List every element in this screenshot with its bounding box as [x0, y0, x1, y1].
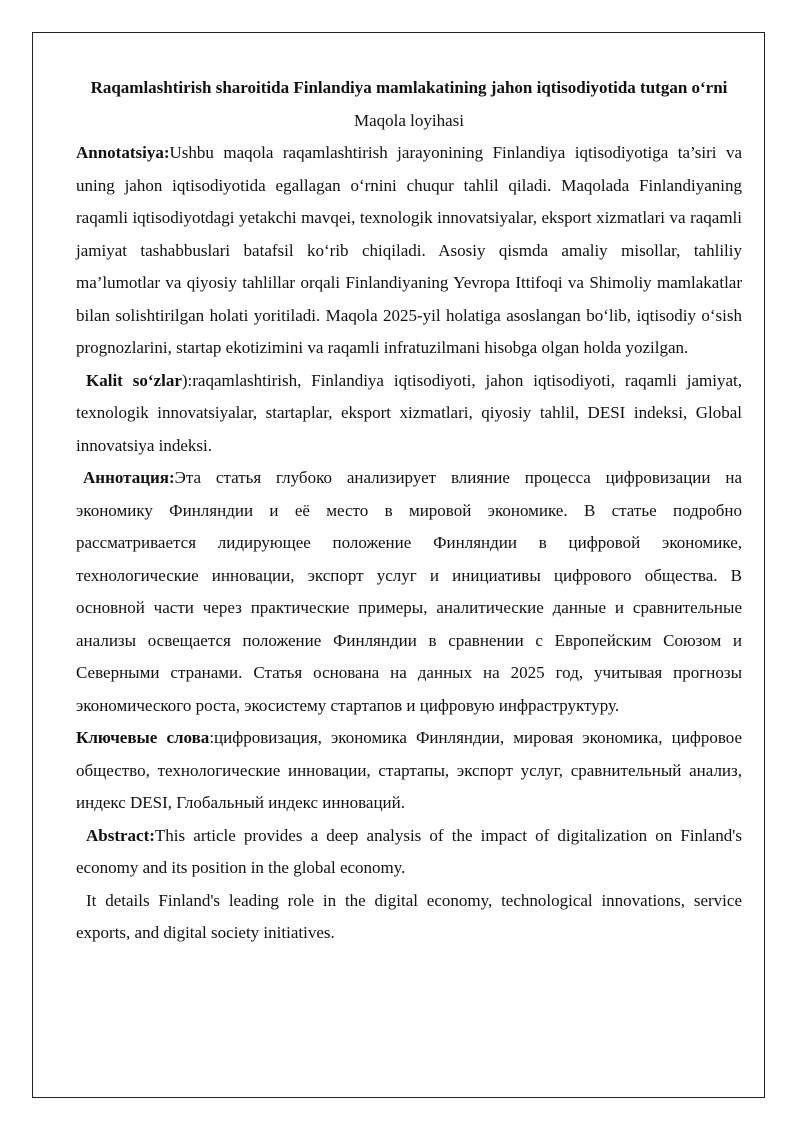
abstract-en-text: This article provides a deep analysis of the impact of digitalization on Finland's economy and its position in the global economy. — [76, 825, 742, 877]
keywords-uz-label: Kalit so‘zlar — [86, 370, 182, 390]
abstract-en-continued: It details Finland's leading role in the digital economy, technological innovations, service exports, and digital society initiatives. — [76, 890, 742, 942]
abstract-en-label: Abstract: — [86, 825, 155, 845]
keywords-ru-label: Ключевые слова — [76, 728, 210, 747]
document-title: Raqamlashtirish sharoitida Finlandiya mamlakatining jahon iqtisodiyotida tutgan o‘rni — [90, 78, 728, 97]
keywords-uz — [76, 365, 742, 463]
keywords-ru — [76, 722, 742, 820]
annotation-ru — [76, 462, 742, 722]
keywords-ru-text: :цифровизация, экономика Финляндии, мировая экономика, цифровое общество, технологические инновации, стартапы, экспорт услуг, сравнительный анализ, индекс DESI, Глобальный индекс инноваций. — [76, 728, 743, 812]
keywords-uz-text: ):raqamlashtirish, Finlandiya iqtisodiyoti, jahon iqtisodiyoti, raqamli jamiyat, texnologik innovatsiyalar, startaplar, eksport xizmatlari, qiyosiy tahlil, DESI indeksi, Global innovatsiya indeksi. — [76, 370, 743, 455]
annotation-ru-label: Аннотация: — [83, 468, 175, 487]
document-body — [76, 72, 742, 950]
annotation-uz-text: Ushbu maqola raqamlashtirish jarayonining Finlandiya iqtisodiyotiga ta’siri va uning jahon iqtisodiyotida egallagan o‘rnini chuqur tahlil qiladi. Maqolada Finlandiyaning raqamli iqtisodiyotdagi yetakchi mavqei, texnologik innovatsiyalar, eksport xizmatlari va raqamli jamiyat tashabbuslari batafsil ko‘rib chiqiladi. Asosiy qismda amaliy misollar, tahliliy ma’lumotlar va qiyosiy tahlillar orqali Finlandiyaning Yevropa Ittifoqi va Shimoliy mamlakatlar bilan solishtirilgan holati yoritiladi. Maqola 2025-yil holatiga asoslangan bo‘lib, iqtisodiy o‘sish prognozlarini, startap ekotizimini va raqamli infratuzilmani hisobga olgan holda yozilgan. — [76, 143, 742, 357]
abstract-en — [76, 820, 742, 885]
annotation-uz-label: Annotatsiya: — [76, 143, 170, 162]
document-subtitle: Maqola loyihasi — [353, 110, 464, 130]
annotation-ru-text: Эта статья глубоко анализирует влияние процесса цифровизации на экономику Финляндии и её место в мировой экономике. В статье подробно рассматривается лидирующее положение Финляндии в цифровой экономике, технологические инновации, экспорт услуг и инициативы цифрового общества. В основной части через практические примеры, аналитические данные и сравнительные анализы освещается положение Финляндии в сравнении с Европейским Союзом и Северными странами. Статья основана на данных на 2025 год, учитывая прогнозы экономического роста, экосистему стартапов и цифровую инфраструктуру. — [76, 468, 742, 715]
annotation-uz — [76, 137, 742, 365]
